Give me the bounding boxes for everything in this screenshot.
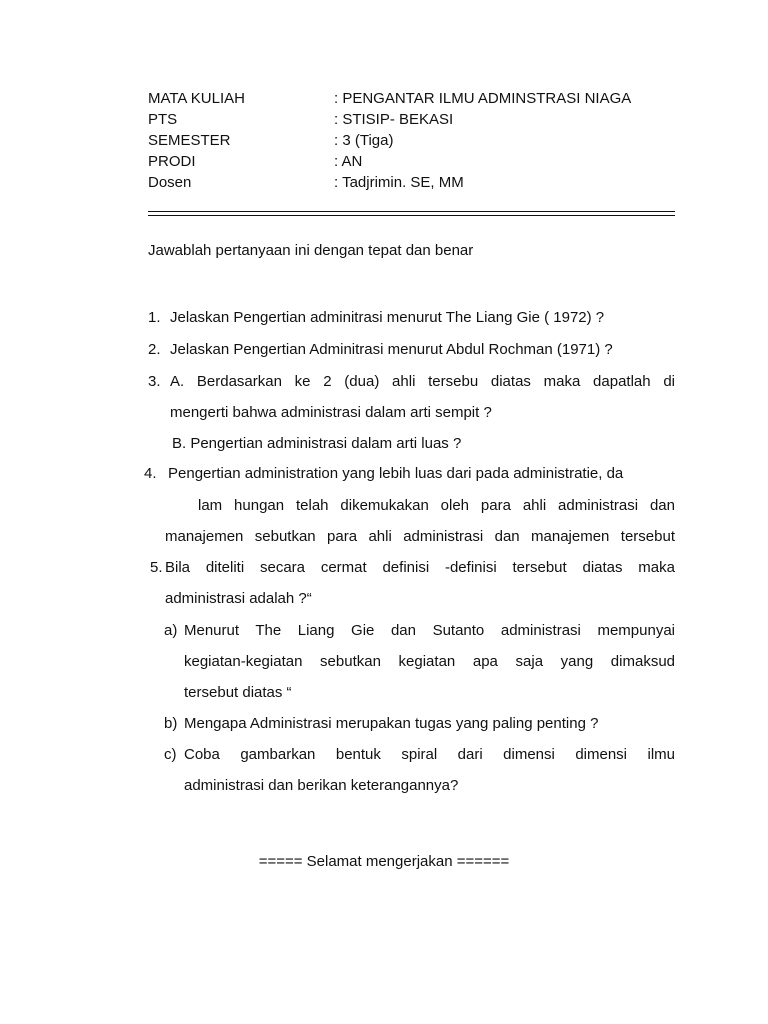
question-5-line-2: administrasi adalah ?“ bbox=[165, 590, 312, 607]
header-value: : 3 (Tiga) bbox=[334, 132, 394, 149]
question-2-text: Jelaskan Pengertian Adminitrasi menurut Abdul Rochman (1971) ? bbox=[170, 341, 613, 358]
header-label: MATA KULIAH bbox=[148, 90, 245, 107]
question-number: 2. bbox=[148, 341, 161, 358]
header-label: PTS bbox=[148, 111, 178, 128]
question-3-line-1: A. Berdasarkan ke 2 (dua) ahli tersebu diatas maka dapatlah di bbox=[170, 373, 675, 390]
question-4-line-1: Pengertian administration yang lebih luas dari pada administratie, da bbox=[168, 465, 624, 482]
question-1-text: Jelaskan Pengertian adminitrasi menurut The Liang Gie ( 1972) ? bbox=[170, 309, 605, 326]
question-5-line-1: Bila diteliti secara cermat definisi -definisi tersebut diatas maka bbox=[165, 559, 675, 576]
question-5c-line-2: administrasi dan berikan keterangannya? bbox=[184, 777, 459, 794]
header-value: : Tadjrimin. SE, MM bbox=[334, 174, 464, 191]
course-info-header bbox=[148, 88, 708, 193]
header-row-semester bbox=[148, 130, 708, 151]
header-row-pts bbox=[148, 109, 708, 130]
question-4-line-3: manajemen sebutkan para ahli administrasi dan manajemen tersebut bbox=[165, 528, 675, 545]
header-divider-bottom bbox=[148, 215, 675, 216]
question-number: 4. bbox=[144, 465, 157, 482]
instruction-text: Jawablah pertanyaan ini dengan tepat dan benar bbox=[148, 242, 474, 259]
sub-question-label: a) bbox=[164, 622, 178, 639]
header-row-dosen bbox=[148, 172, 708, 193]
question-4-line-2: lam hungan telah dikemukakan oleh para ahli administrasi dan bbox=[198, 497, 675, 514]
header-label: PRODI bbox=[148, 153, 196, 170]
header-value: : STISIP- BEKASI bbox=[334, 111, 454, 128]
closing-text: ===== Selamat mengerjakan ====== bbox=[258, 853, 510, 870]
header-label: Dosen bbox=[148, 174, 192, 191]
header-value: : PENGANTAR ILMU ADMINSTRASI NIAGA bbox=[334, 90, 632, 107]
header-divider-top bbox=[148, 211, 675, 212]
question-number: 5. bbox=[150, 559, 163, 576]
header-row-course bbox=[148, 88, 708, 109]
question-number: 1. bbox=[148, 309, 161, 326]
question-5a-line-2: kegiatan-kegiatan sebutkan kegiatan apa saja yang dimaksud bbox=[184, 653, 675, 670]
header-label: SEMESTER bbox=[148, 132, 231, 149]
question-number: 3. bbox=[148, 373, 161, 390]
question-5a-line-3: tersebut diatas “ bbox=[184, 684, 292, 701]
question-3-line-2: mengerti bahwa administrasi dalam arti sempit ? bbox=[170, 404, 492, 421]
question-5b-line-1: Mengapa Administrasi merupakan tugas yang paling penting ? bbox=[184, 715, 599, 732]
question-5a-line-1: Menurut The Liang Gie dan Sutanto administrasi mempunyai bbox=[184, 622, 675, 639]
question-3-line-3: B. Pengertian administrasi dalam arti luas ? bbox=[172, 435, 462, 452]
header-value: : AN bbox=[334, 153, 363, 170]
sub-question-label: c) bbox=[164, 746, 177, 763]
header-row-prodi bbox=[148, 151, 708, 172]
sub-question-label: b) bbox=[164, 715, 178, 732]
question-5c-line-1: Coba gambarkan bentuk spiral dari dimensi dimensi ilmu bbox=[184, 746, 675, 763]
